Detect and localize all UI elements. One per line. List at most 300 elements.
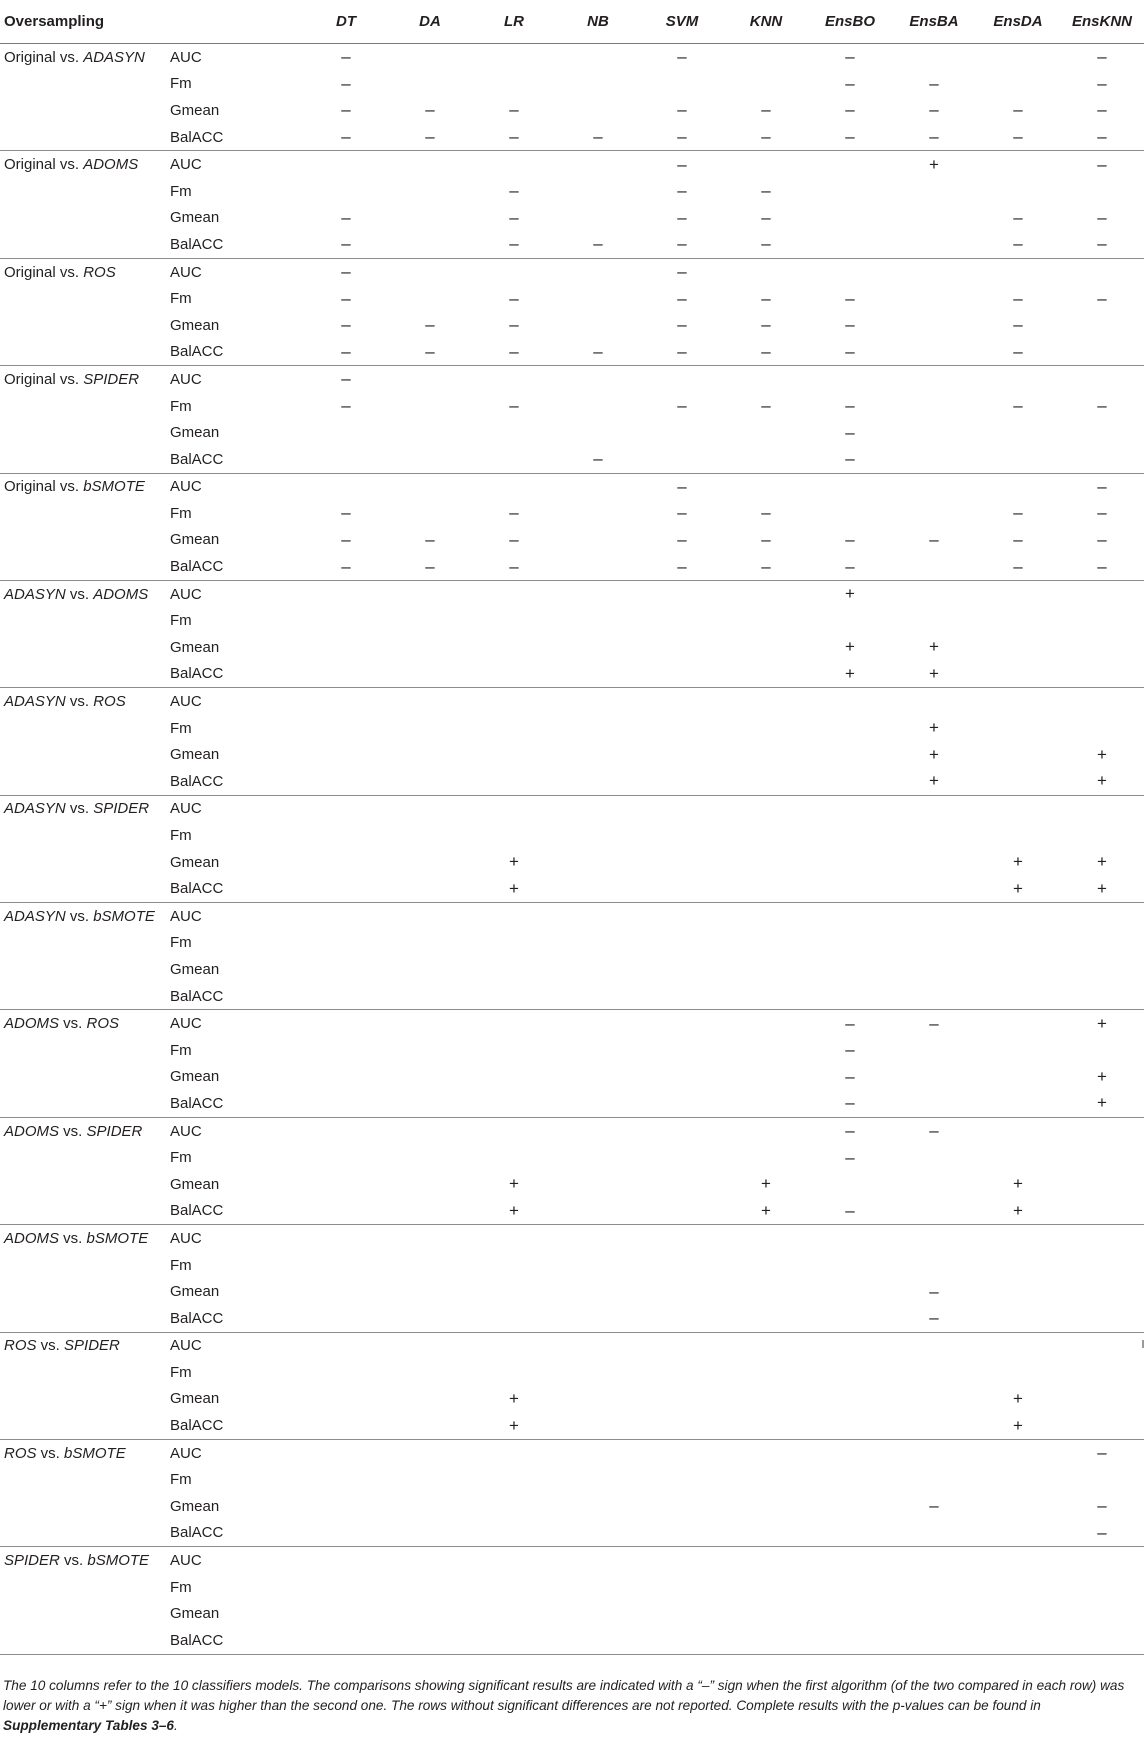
significance-cell — [304, 607, 388, 634]
table-row — [0, 473, 1144, 500]
metric-label: AUC — [170, 48, 202, 66]
comparison-label — [0, 1627, 164, 1654]
vs-word: vs. — [55, 478, 84, 496]
significance-cell — [556, 1627, 640, 1654]
table-row — [0, 634, 1144, 661]
significance-cell — [556, 930, 640, 957]
significance-cell — [892, 339, 976, 366]
significance-cell — [640, 419, 724, 446]
significance-cell: – — [892, 1305, 976, 1332]
significance-cell — [472, 1466, 556, 1493]
header-classifier-ensbo: EnsBO — [808, 0, 892, 44]
significance-cell — [976, 71, 1060, 98]
significance-cell — [556, 875, 640, 902]
significance-cell — [556, 312, 640, 339]
significance-cell — [388, 1332, 472, 1359]
significance-cell: – — [929, 1013, 939, 1033]
second-algorithm: SPIDER — [93, 800, 150, 818]
comparison-label — [0, 1412, 164, 1439]
significance-cell — [808, 822, 892, 849]
significance-cell: – — [724, 231, 808, 258]
significance-cell — [892, 688, 976, 715]
significance-cell — [1060, 580, 1144, 607]
significance-cell — [556, 741, 640, 768]
significance-cell — [892, 1439, 976, 1466]
metric-label: Gmean — [170, 638, 220, 656]
table-row — [0, 44, 1144, 71]
significance-cell — [640, 795, 724, 822]
significance-cell — [388, 795, 472, 822]
header-classifier-ensknn: EnsKNN — [1060, 0, 1144, 44]
significance-cell: – — [304, 231, 388, 258]
significance-cell — [304, 1574, 388, 1601]
comparison-label — [0, 1278, 164, 1305]
significance-cell — [472, 1600, 556, 1627]
significance-cell — [556, 715, 640, 742]
significance-cell — [724, 446, 808, 473]
significance-cell — [808, 983, 892, 1010]
significance-cell — [892, 44, 976, 71]
significance-cell: – — [509, 529, 519, 549]
significance-cell — [724, 473, 808, 500]
significance-cell: + — [472, 875, 556, 902]
first-algorithm: ADASYN — [4, 800, 66, 818]
table-row — [0, 930, 1144, 957]
significance-cell — [976, 607, 1060, 634]
significance-cell — [472, 822, 556, 849]
significance-cell — [724, 1225, 808, 1252]
significance-cell: – — [341, 47, 351, 67]
first-algorithm: ADASYN — [4, 907, 66, 925]
significance-cell: – — [976, 339, 1060, 366]
comparison-label — [0, 634, 164, 661]
metric-label: BalACC — [164, 875, 304, 902]
significance-cell: – — [341, 396, 351, 416]
comparison-label — [0, 1198, 164, 1225]
significance-cell: – — [640, 553, 724, 580]
table-row — [0, 1439, 1144, 1466]
significance-cell — [724, 44, 808, 71]
metric-label: Gmean — [170, 853, 220, 871]
significance-cell — [892, 903, 976, 930]
significance-cell — [304, 741, 388, 768]
significance-cell — [388, 1600, 472, 1627]
significance-cell: – — [677, 529, 687, 549]
significance-cell — [724, 768, 808, 795]
comparison-label — [0, 1600, 164, 1627]
significance-cell: – — [808, 124, 892, 151]
significance-cell — [556, 903, 640, 930]
significance-cell — [388, 1171, 472, 1198]
significance-cell — [640, 1198, 724, 1225]
significance-cell — [388, 1305, 472, 1332]
significance-cell — [304, 849, 388, 876]
metric-label: Fm — [170, 1149, 192, 1167]
significance-cell — [1060, 1225, 1144, 1252]
table-row — [0, 178, 1144, 205]
significance-cell: – — [677, 315, 687, 335]
significance-cell: – — [1060, 124, 1144, 151]
significance-cell — [556, 1252, 640, 1279]
significance-cell: + — [1060, 875, 1144, 902]
significance-cell: – — [1097, 207, 1107, 227]
significance-cell: – — [892, 124, 976, 151]
significance-cell: – — [1097, 1443, 1107, 1463]
significance-cell: – — [472, 231, 556, 258]
metric-label: BalACC — [164, 339, 304, 366]
significance-cell: – — [677, 503, 687, 523]
table-row — [0, 151, 1144, 178]
significance-cell — [892, 231, 976, 258]
significance-cell — [976, 1144, 1060, 1171]
metric-label: Gmean — [170, 1283, 220, 1301]
table-row — [0, 1010, 1144, 1037]
significance-cell — [892, 1466, 976, 1493]
significance-cell — [724, 822, 808, 849]
significance-cell — [556, 1439, 640, 1466]
header-classifier-svm: SVM — [640, 0, 724, 44]
significance-cell — [556, 500, 640, 527]
comparison-label — [0, 903, 164, 930]
significance-cell — [724, 849, 808, 876]
significance-cell — [640, 1412, 724, 1439]
table-row — [0, 1493, 1144, 1520]
significance-cell — [640, 741, 724, 768]
comparison-label — [0, 419, 164, 446]
metric-label: Gmean — [170, 960, 220, 978]
significance-cell — [892, 446, 976, 473]
comparison-label — [0, 1252, 164, 1279]
significance-cell — [808, 1600, 892, 1627]
significance-cell — [556, 1171, 640, 1198]
comparison-label — [0, 231, 164, 258]
significance-cell — [976, 1090, 1060, 1117]
significance-cell — [556, 1332, 640, 1359]
significance-cell — [304, 178, 388, 205]
significance-cell: – — [425, 315, 435, 335]
supplementary-tables-link[interactable]: Supplementary Tables 3–6 — [3, 1718, 174, 1733]
header-classifier-ensda: EnsDA — [976, 0, 1060, 44]
significance-cell — [388, 849, 472, 876]
metric-label: BalACC — [164, 124, 304, 151]
significance-cell — [892, 205, 976, 232]
significance-cell — [640, 1090, 724, 1117]
significance-cell — [976, 1439, 1060, 1466]
significance-cell — [640, 1466, 724, 1493]
significance-cell — [640, 1171, 724, 1198]
comparison-label — [0, 1225, 164, 1252]
significance-cell — [304, 715, 388, 742]
metric-label: Fm — [170, 1471, 192, 1489]
metric-label: Fm — [170, 719, 192, 737]
significance-cell — [724, 1493, 808, 1520]
significance-cell — [640, 1252, 724, 1279]
second-algorithm: bSMOTE — [87, 1552, 150, 1570]
significance-cell — [640, 1037, 724, 1064]
comparison-label — [0, 473, 164, 500]
metric-label: AUC — [170, 907, 202, 925]
significance-cell — [1060, 795, 1144, 822]
significance-cell — [640, 1359, 724, 1386]
significance-cell: – — [808, 446, 892, 473]
significance-cell — [976, 1520, 1060, 1547]
significance-cell: – — [341, 207, 351, 227]
significance-cell — [808, 473, 892, 500]
significance-cell: – — [1060, 553, 1144, 580]
significance-cell — [388, 1574, 472, 1601]
significance-cell — [388, 178, 472, 205]
significance-cell: – — [509, 288, 519, 308]
significance-cell — [724, 795, 808, 822]
significance-cell — [892, 1171, 976, 1198]
significance-cell — [976, 1547, 1060, 1574]
vs-word: vs. — [59, 1015, 87, 1033]
significance-cell: – — [1097, 154, 1107, 174]
significance-cell — [976, 715, 1060, 742]
significance-cell: + — [929, 718, 939, 738]
significance-cell — [892, 795, 976, 822]
significance-cell — [724, 956, 808, 983]
comparison-label — [0, 1332, 164, 1359]
table-row — [0, 607, 1144, 634]
significance-cell: – — [929, 73, 939, 93]
significance-cell — [472, 258, 556, 285]
table-row — [0, 258, 1144, 285]
significance-cell — [640, 1144, 724, 1171]
significance-cell — [304, 1090, 388, 1117]
significance-cell: – — [304, 124, 388, 151]
significance-cell — [640, 1386, 724, 1413]
significance-cell — [808, 258, 892, 285]
significance-cell — [724, 634, 808, 661]
significance-cell — [976, 930, 1060, 957]
significance-cell — [1060, 1117, 1144, 1144]
metric-label: AUC — [170, 693, 202, 711]
significance-cell — [1060, 1574, 1144, 1601]
metric-label: BalACC — [164, 1412, 304, 1439]
significance-cell — [808, 1439, 892, 1466]
significance-cell: – — [845, 100, 855, 120]
significance-cell — [388, 473, 472, 500]
table-row — [0, 580, 1144, 607]
significance-cell — [1060, 419, 1144, 446]
significance-cell — [556, 1520, 640, 1547]
metric-label: AUC — [170, 1337, 202, 1355]
significance-cell — [472, 930, 556, 957]
first-algorithm: ADASYN — [4, 585, 66, 603]
header-oversampling: Oversampling — [0, 0, 164, 44]
significance-cell — [556, 258, 640, 285]
significance-cell — [892, 1225, 976, 1252]
metric-label: Gmean — [170, 746, 220, 764]
metric-label: Gmean — [170, 531, 220, 549]
significance-cell: – — [677, 207, 687, 227]
table-row — [0, 419, 1144, 446]
significance-cell — [640, 1627, 724, 1654]
significance-cell — [556, 178, 640, 205]
comparison-label — [0, 1386, 164, 1413]
significance-cell — [640, 768, 724, 795]
significance-cell: + — [1060, 1090, 1144, 1117]
significance-cell — [304, 1278, 388, 1305]
significance-cell: – — [677, 288, 687, 308]
significance-cell — [976, 1064, 1060, 1091]
comparison-label — [0, 71, 164, 98]
significance-cell — [808, 715, 892, 742]
significance-cell — [472, 903, 556, 930]
significance-cell — [1060, 688, 1144, 715]
significance-cell — [976, 1117, 1060, 1144]
significance-cell — [472, 768, 556, 795]
significance-cell: + — [929, 154, 939, 174]
significance-cell — [1060, 1466, 1144, 1493]
significance-cell — [556, 983, 640, 1010]
significance-cell — [640, 822, 724, 849]
table-row — [0, 768, 1144, 795]
significance-cell — [724, 258, 808, 285]
significance-cell: – — [640, 339, 724, 366]
metric-label: BalACC — [164, 231, 304, 258]
significance-cell — [892, 1547, 976, 1574]
significance-cell — [640, 1010, 724, 1037]
header-classifier-dt: DT — [304, 0, 388, 44]
significance-cell — [976, 822, 1060, 849]
significance-cell — [388, 1466, 472, 1493]
significance-cell: – — [509, 315, 519, 335]
significance-cell — [304, 795, 388, 822]
significance-cell — [892, 875, 976, 902]
significance-cell — [556, 393, 640, 420]
significance-cell — [472, 1332, 556, 1359]
significance-cell — [304, 1466, 388, 1493]
first-algorithm: ROS — [4, 1337, 37, 1355]
significance-cell — [1060, 366, 1144, 393]
significance-cell: + — [845, 584, 855, 604]
metric-label: BalACC — [164, 553, 304, 580]
vs-word: vs. — [55, 263, 84, 281]
significance-cell — [724, 607, 808, 634]
significance-cell — [304, 1010, 388, 1037]
vs-word: vs. — [65, 585, 94, 603]
second-algorithm: bSMOTE — [86, 1229, 149, 1247]
significance-cell — [724, 419, 808, 446]
significance-cell — [640, 1574, 724, 1601]
significance-cell — [304, 1412, 388, 1439]
significance-cell — [556, 661, 640, 688]
significance-cell — [640, 875, 724, 902]
significance-cell — [388, 1278, 472, 1305]
significance-cell: – — [929, 529, 939, 549]
table-row — [0, 1064, 1144, 1091]
significance-cell: – — [677, 100, 687, 120]
table-row — [0, 312, 1144, 339]
significance-cell — [892, 393, 976, 420]
significance-cell — [892, 1574, 976, 1601]
significance-cell — [892, 1252, 976, 1279]
metric-label: BalACC — [164, 1627, 304, 1654]
vs-word: vs. — [59, 1552, 88, 1570]
significance-cell — [892, 983, 976, 1010]
significance-cell — [472, 1010, 556, 1037]
significance-cell — [1060, 1305, 1144, 1332]
comparison-label — [0, 1305, 164, 1332]
significance-cell — [556, 1225, 640, 1252]
table-row — [0, 1252, 1144, 1279]
significance-cell — [556, 1412, 640, 1439]
significance-cell: – — [509, 396, 519, 416]
significance-cell — [388, 1010, 472, 1037]
significance-cell: – — [1013, 529, 1023, 549]
metric-label: AUC — [170, 1015, 202, 1033]
significance-cell — [724, 1305, 808, 1332]
table-row — [0, 875, 1144, 902]
significance-cell — [1060, 661, 1144, 688]
significance-cell: – — [509, 503, 519, 523]
significance-cell — [892, 1090, 976, 1117]
comparison-label — [0, 1520, 164, 1547]
metric-label: Fm — [170, 612, 192, 630]
significance-cell: – — [472, 553, 556, 580]
table-row — [0, 285, 1144, 312]
vs-word: vs. — [55, 48, 84, 66]
first-algorithm: ADOMS — [4, 1229, 60, 1247]
significance-cell — [976, 1574, 1060, 1601]
table-row — [0, 527, 1144, 554]
significance-cell — [976, 1332, 1060, 1359]
significance-cell: – — [472, 339, 556, 366]
significance-cell — [304, 1520, 388, 1547]
significance-cell — [472, 607, 556, 634]
significance-cell: – — [761, 100, 771, 120]
significance-cell — [640, 688, 724, 715]
significance-cell — [304, 983, 388, 1010]
significance-cell — [808, 1547, 892, 1574]
header-row — [0, 0, 1144, 44]
table-row — [0, 1037, 1144, 1064]
vs-word: vs. — [36, 1337, 65, 1355]
significance-cell — [556, 1117, 640, 1144]
significance-cell — [892, 473, 976, 500]
significance-cell — [1060, 1144, 1144, 1171]
significance-cell — [976, 661, 1060, 688]
significance-cell: + — [1013, 1388, 1023, 1408]
significance-cell — [1060, 312, 1144, 339]
significance-cell — [808, 1574, 892, 1601]
significance-cell — [724, 1144, 808, 1171]
table-row — [0, 822, 1144, 849]
vs-word: vs. — [65, 907, 94, 925]
significance-cell — [472, 366, 556, 393]
significance-cell — [472, 1627, 556, 1654]
metric-label: AUC — [170, 1552, 202, 1570]
significance-cell: + — [1097, 1066, 1107, 1086]
significance-cell — [304, 956, 388, 983]
significance-cell: – — [1097, 73, 1107, 93]
significance-cell — [1060, 607, 1144, 634]
significance-cell — [808, 1386, 892, 1413]
significance-cell — [304, 661, 388, 688]
significance-cell — [388, 983, 472, 1010]
significance-cell: – — [761, 503, 771, 523]
comparison-label — [0, 366, 164, 393]
significance-cell — [556, 1600, 640, 1627]
significance-cell: + — [1097, 744, 1107, 764]
significance-cell — [388, 1520, 472, 1547]
significance-cell — [808, 1359, 892, 1386]
significance-cell: – — [509, 100, 519, 120]
significance-cell — [892, 930, 976, 957]
table-row — [0, 97, 1144, 124]
